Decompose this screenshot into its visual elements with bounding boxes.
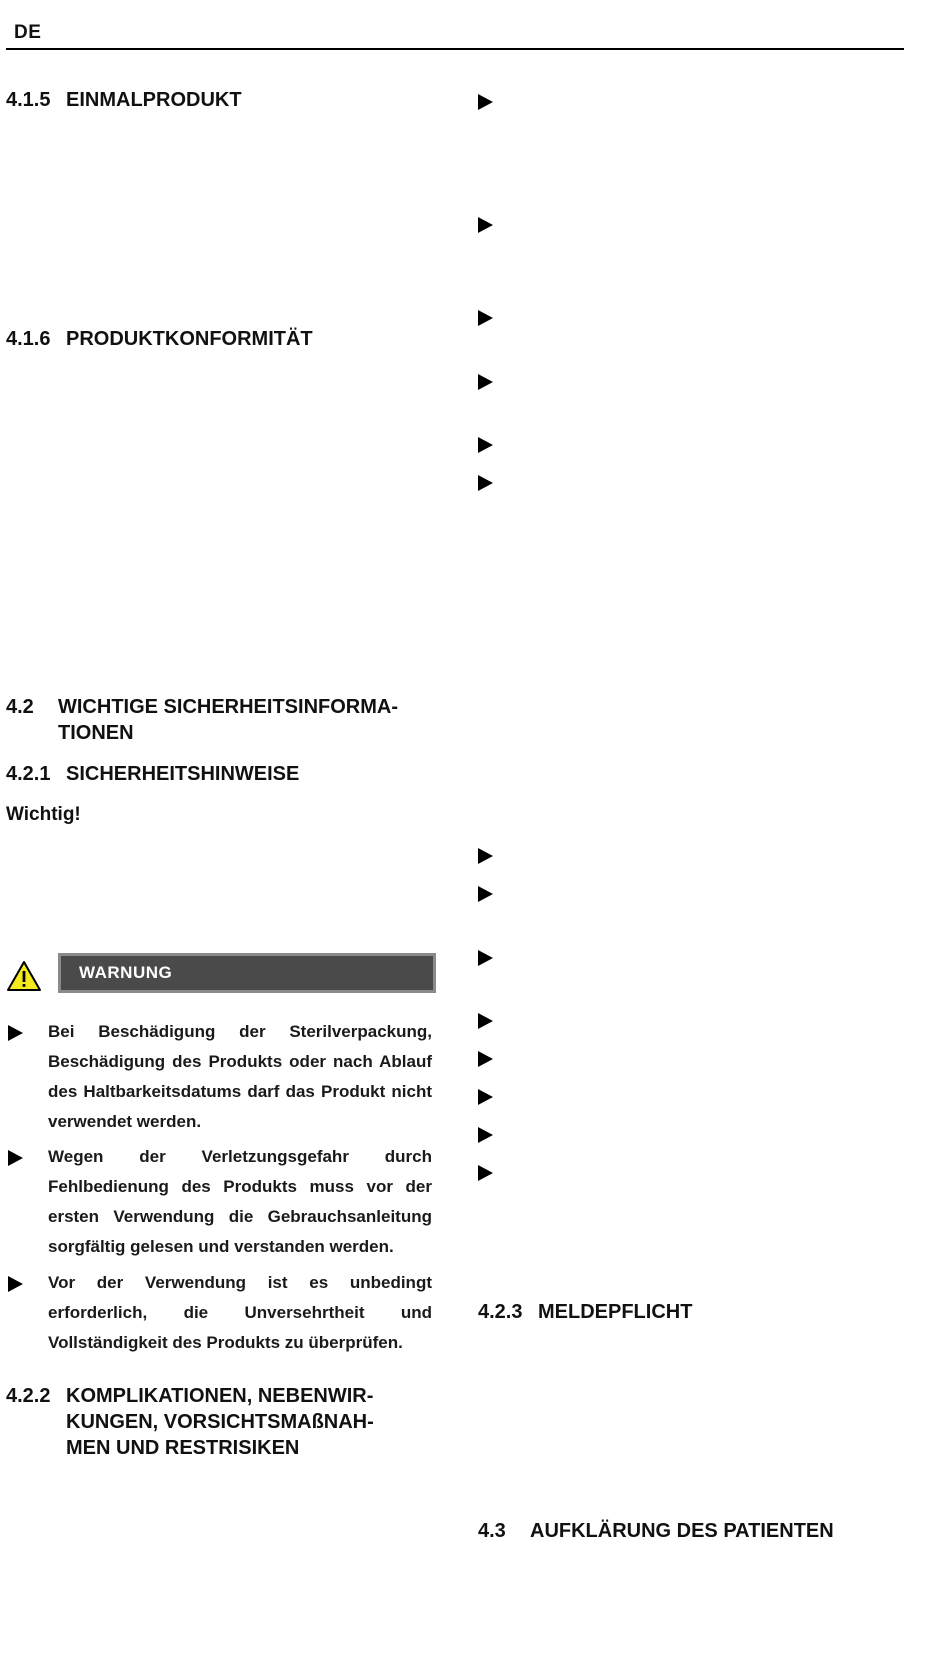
warning-item: Bei Beschädigung der Sterilverpackung, Beschädigung des Produkts oder nach Ablauf des Haltbarkeitsdatums darf das Produkt nicht verwendet werden. bbox=[48, 1022, 432, 1131]
heading-4-3 bbox=[478, 1518, 834, 1544]
heading-title: MELDEPFLICHT bbox=[538, 1301, 693, 1323]
bullet-arrow-icon bbox=[478, 94, 493, 110]
heading-4-1-5 bbox=[6, 87, 242, 113]
heading-4-2-3 bbox=[478, 1299, 692, 1325]
bullet-arrow-icon bbox=[478, 886, 493, 902]
bullet-arrow-icon bbox=[478, 1127, 493, 1143]
heading-title-line3: MEN UND RESTRISIKEN bbox=[66, 1437, 300, 1459]
header-rule bbox=[6, 48, 904, 50]
heading-number: 4.1.5 bbox=[6, 89, 51, 111]
warning-banner bbox=[58, 953, 436, 993]
heading-number: 4.1.6 bbox=[6, 328, 51, 350]
heading-title: PRODUKTKONFORMITÄT bbox=[66, 328, 313, 350]
bullet-arrow-icon bbox=[478, 1165, 493, 1181]
heading-number: 4.2.2 bbox=[6, 1385, 51, 1407]
bullet-arrow-icon bbox=[8, 1025, 23, 1041]
bullet-arrow-icon bbox=[478, 437, 493, 453]
heading-4-2-2 bbox=[6, 1383, 374, 1461]
warning-item: Wegen der Verletzungsgefahr durch Fehlbedienung des Produkts muss vor der ersten Verwendung die Gebrauchsanleitung sorgfältig gelesen und verstanden werden. bbox=[48, 1147, 432, 1256]
bullet-arrow-icon bbox=[8, 1150, 23, 1166]
heading-title-line2: TIONEN bbox=[58, 722, 134, 744]
language-code: DE bbox=[14, 22, 42, 43]
heading-number: 4.2.1 bbox=[6, 763, 51, 785]
bullet-arrow-icon bbox=[478, 1089, 493, 1105]
heading-title: SICHERHEITSHINWEISE bbox=[66, 763, 300, 785]
warning-label: WARNUNG bbox=[79, 963, 173, 982]
heading-title-line1: WICHTIGE SICHERHEITSINFORMA- bbox=[58, 696, 398, 718]
bullet-arrow-icon bbox=[478, 374, 493, 390]
bullet-arrow-icon bbox=[478, 950, 493, 966]
important-label: Wichtig! bbox=[6, 804, 81, 825]
heading-4-2-1 bbox=[6, 761, 299, 787]
heading-title: EINMALPRODUKT bbox=[66, 89, 242, 111]
bullet-arrow-icon bbox=[478, 475, 493, 491]
heading-title-line2: KUNGEN, VORSICHTSMAßNAH- bbox=[66, 1411, 374, 1433]
bullet-arrow-icon bbox=[8, 1276, 23, 1292]
heading-title: AUFKLÄRUNG DES PATIENTEN bbox=[530, 1520, 834, 1542]
bullet-arrow-icon bbox=[478, 217, 493, 233]
heading-title-line1: KOMPLIKATIONEN, NEBENWIR- bbox=[66, 1385, 374, 1407]
bullet-arrow-icon bbox=[478, 1013, 493, 1029]
heading-number: 4.2 bbox=[6, 696, 34, 718]
bullet-arrow-icon bbox=[478, 1051, 493, 1067]
warning-item: Vor der Verwendung ist es unbedingt erforderlich, die Unversehrtheit und Vollständigkeit des Produkts zu überprüfen. bbox=[48, 1273, 432, 1352]
bullet-arrow-icon bbox=[478, 848, 493, 864]
heading-number: 4.3 bbox=[478, 1520, 506, 1542]
bullet-arrow-icon bbox=[478, 310, 493, 326]
heading-4-2 bbox=[6, 694, 398, 746]
warning-triangle-icon bbox=[6, 960, 42, 992]
heading-number: 4.2.3 bbox=[478, 1301, 523, 1323]
heading-4-1-6 bbox=[6, 326, 313, 352]
